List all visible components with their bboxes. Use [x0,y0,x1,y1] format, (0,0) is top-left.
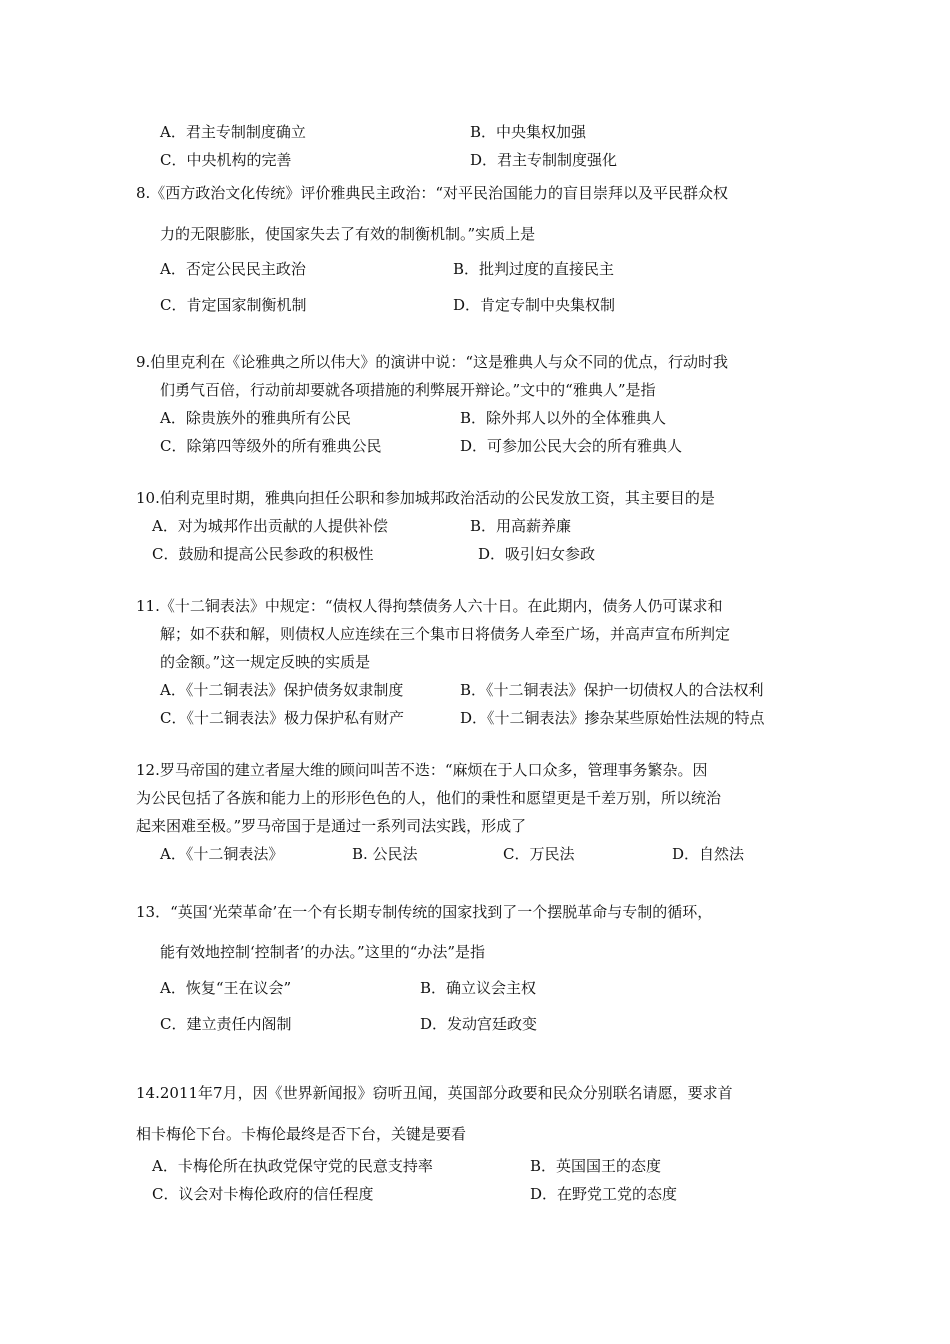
q9-option-d: D．可参加公民大会的所有雅典人 [460,437,683,455]
q9-option-b: B．除外邦人以外的全体雅典人 [460,409,667,427]
q11-option-b: B．《十二铜表法》保护一切债权人的合法权利 [460,681,764,699]
q11-stem-line-1: 11.《十二铜表法》中规定：“债权人得拘禁债务人六十日。在此期内，债务人仍可谋求和 [136,597,723,615]
q12-stem-line-3: 起来困难至极。”罗马帝国于是通过一系列司法实践，形成了 [136,817,527,835]
q13-option-b: B．确立议会主权 [420,979,537,997]
q11-stem-line-2: 解；如不获和解，则债权人应连续在三个集市日将债务人牵至广场，并高声宣布所判定 [160,625,731,643]
q13-option-c: C．建立责任内阁制 [160,1015,292,1033]
q11-option-c: C．《十二铜表法》极力保护私有财产 [160,709,404,727]
q8-stem-line-1: 8.《西方政治文化传统》评价雅典民主政治：“对平民治国能力的盲目崇拜以及平民群众权 [136,184,728,202]
q7-option-a: A．君主专制制度确立 [160,123,306,141]
q13-option-d: D．发动宫廷政变 [420,1015,538,1033]
q9-stem-line-1: 9.伯里克利在《论雅典之所以伟大》的演讲中说：“这是雅典人与众不同的优点，行动时我 [136,353,728,371]
q11-option-d: D．《十二铜表法》掺杂某些原始性法规的特点 [460,709,765,727]
q14-stem-line-2: 相卡梅伦下台。卡梅伦最终是否下台，关键是要看 [136,1125,467,1143]
q9-option-c: C．除第四等级外的所有雅典公民 [160,437,382,455]
q13-stem-line-1: 13．“英国‘光荣革命’在一个有长期专制传统的国家找到了一个摆脱革命与专制的循环， [136,903,713,921]
q13-stem-line-2: 能有效地控制‘控制者’的办法。”这里的“办法”是指 [160,943,486,961]
q11-stem-line-3: 的金额。”这一规定反映的实质是 [160,653,371,671]
q14-option-a: A．卡梅伦所在执政党保守党的民意支持率 [152,1157,433,1175]
q14-stem-line-1: 14.2011年7月，因《世界新闻报》窃听丑闻，英国部分政要和民众分别联名请愿，要求首 [136,1084,733,1102]
q8-stem-line-2: 力的无限膨胀，使国家失去了有效的制衡机制。”实质上是 [160,225,536,243]
q7-option-c: C．中央机构的完善 [160,151,292,169]
q7-option-b: B．中央集权加强 [470,123,587,141]
q8-option-c: C．肯定国家制衡机制 [160,296,307,314]
q12-option-b: B. 公民法 [352,845,418,863]
q14-option-c: C．议会对卡梅伦政府的信任程度 [152,1185,374,1203]
q10-option-b: B．用高薪养廉 [470,517,572,535]
q8-option-a: A．否定公民民主政治 [160,260,306,278]
q12-option-d: D．自然法 [672,845,745,863]
q11-option-a: A．《十二铜表法》保护债务奴隶制度 [160,681,404,699]
q7-option-d: D．君主专制制度强化 [470,151,618,169]
q12-option-c: C．万民法 [503,845,575,863]
q10-option-c: C．鼓励和提高公民参政的积极性 [152,545,374,563]
q10-stem-line-1: 10.伯利克里时期，雅典向担任公职和参加城邦政治活动的公民发放工资，其主要目的是 [136,489,715,507]
q10-option-d: D．吸引妇女参政 [478,545,596,563]
q12-option-a: A．《十二铜表法》 [160,845,284,863]
q14-option-b: B．英国国王的态度 [530,1157,662,1175]
q9-option-a: A．除贵族外的雅典所有公民 [160,409,351,427]
q14-option-d: D．在野党工党的态度 [530,1185,678,1203]
q12-stem-line-2: 为公民包括了各族和能力上的形形色色的人，他们的秉性和愿望更是千差万别，所以统治 [136,789,722,807]
q13-option-a: A．恢复“王在议会” [160,979,292,997]
q8-option-b: B．批判过度的直接民主 [453,260,615,278]
q9-stem-line-2: 们勇气百倍，行动前却要就各项措施的利弊展开辩论。”文中的“雅典人”是指 [160,381,656,399]
q10-option-a: A．对为城邦作出贡献的人提供补偿 [152,517,388,535]
q12-stem-line-1: 12.罗马帝国的建立者屋大维的顾问叫苦不迭：“麻烦在于人口众多，管理事务繁杂。因 [136,761,708,779]
q8-option-d: D．肯定专制中央集权制 [453,296,616,314]
